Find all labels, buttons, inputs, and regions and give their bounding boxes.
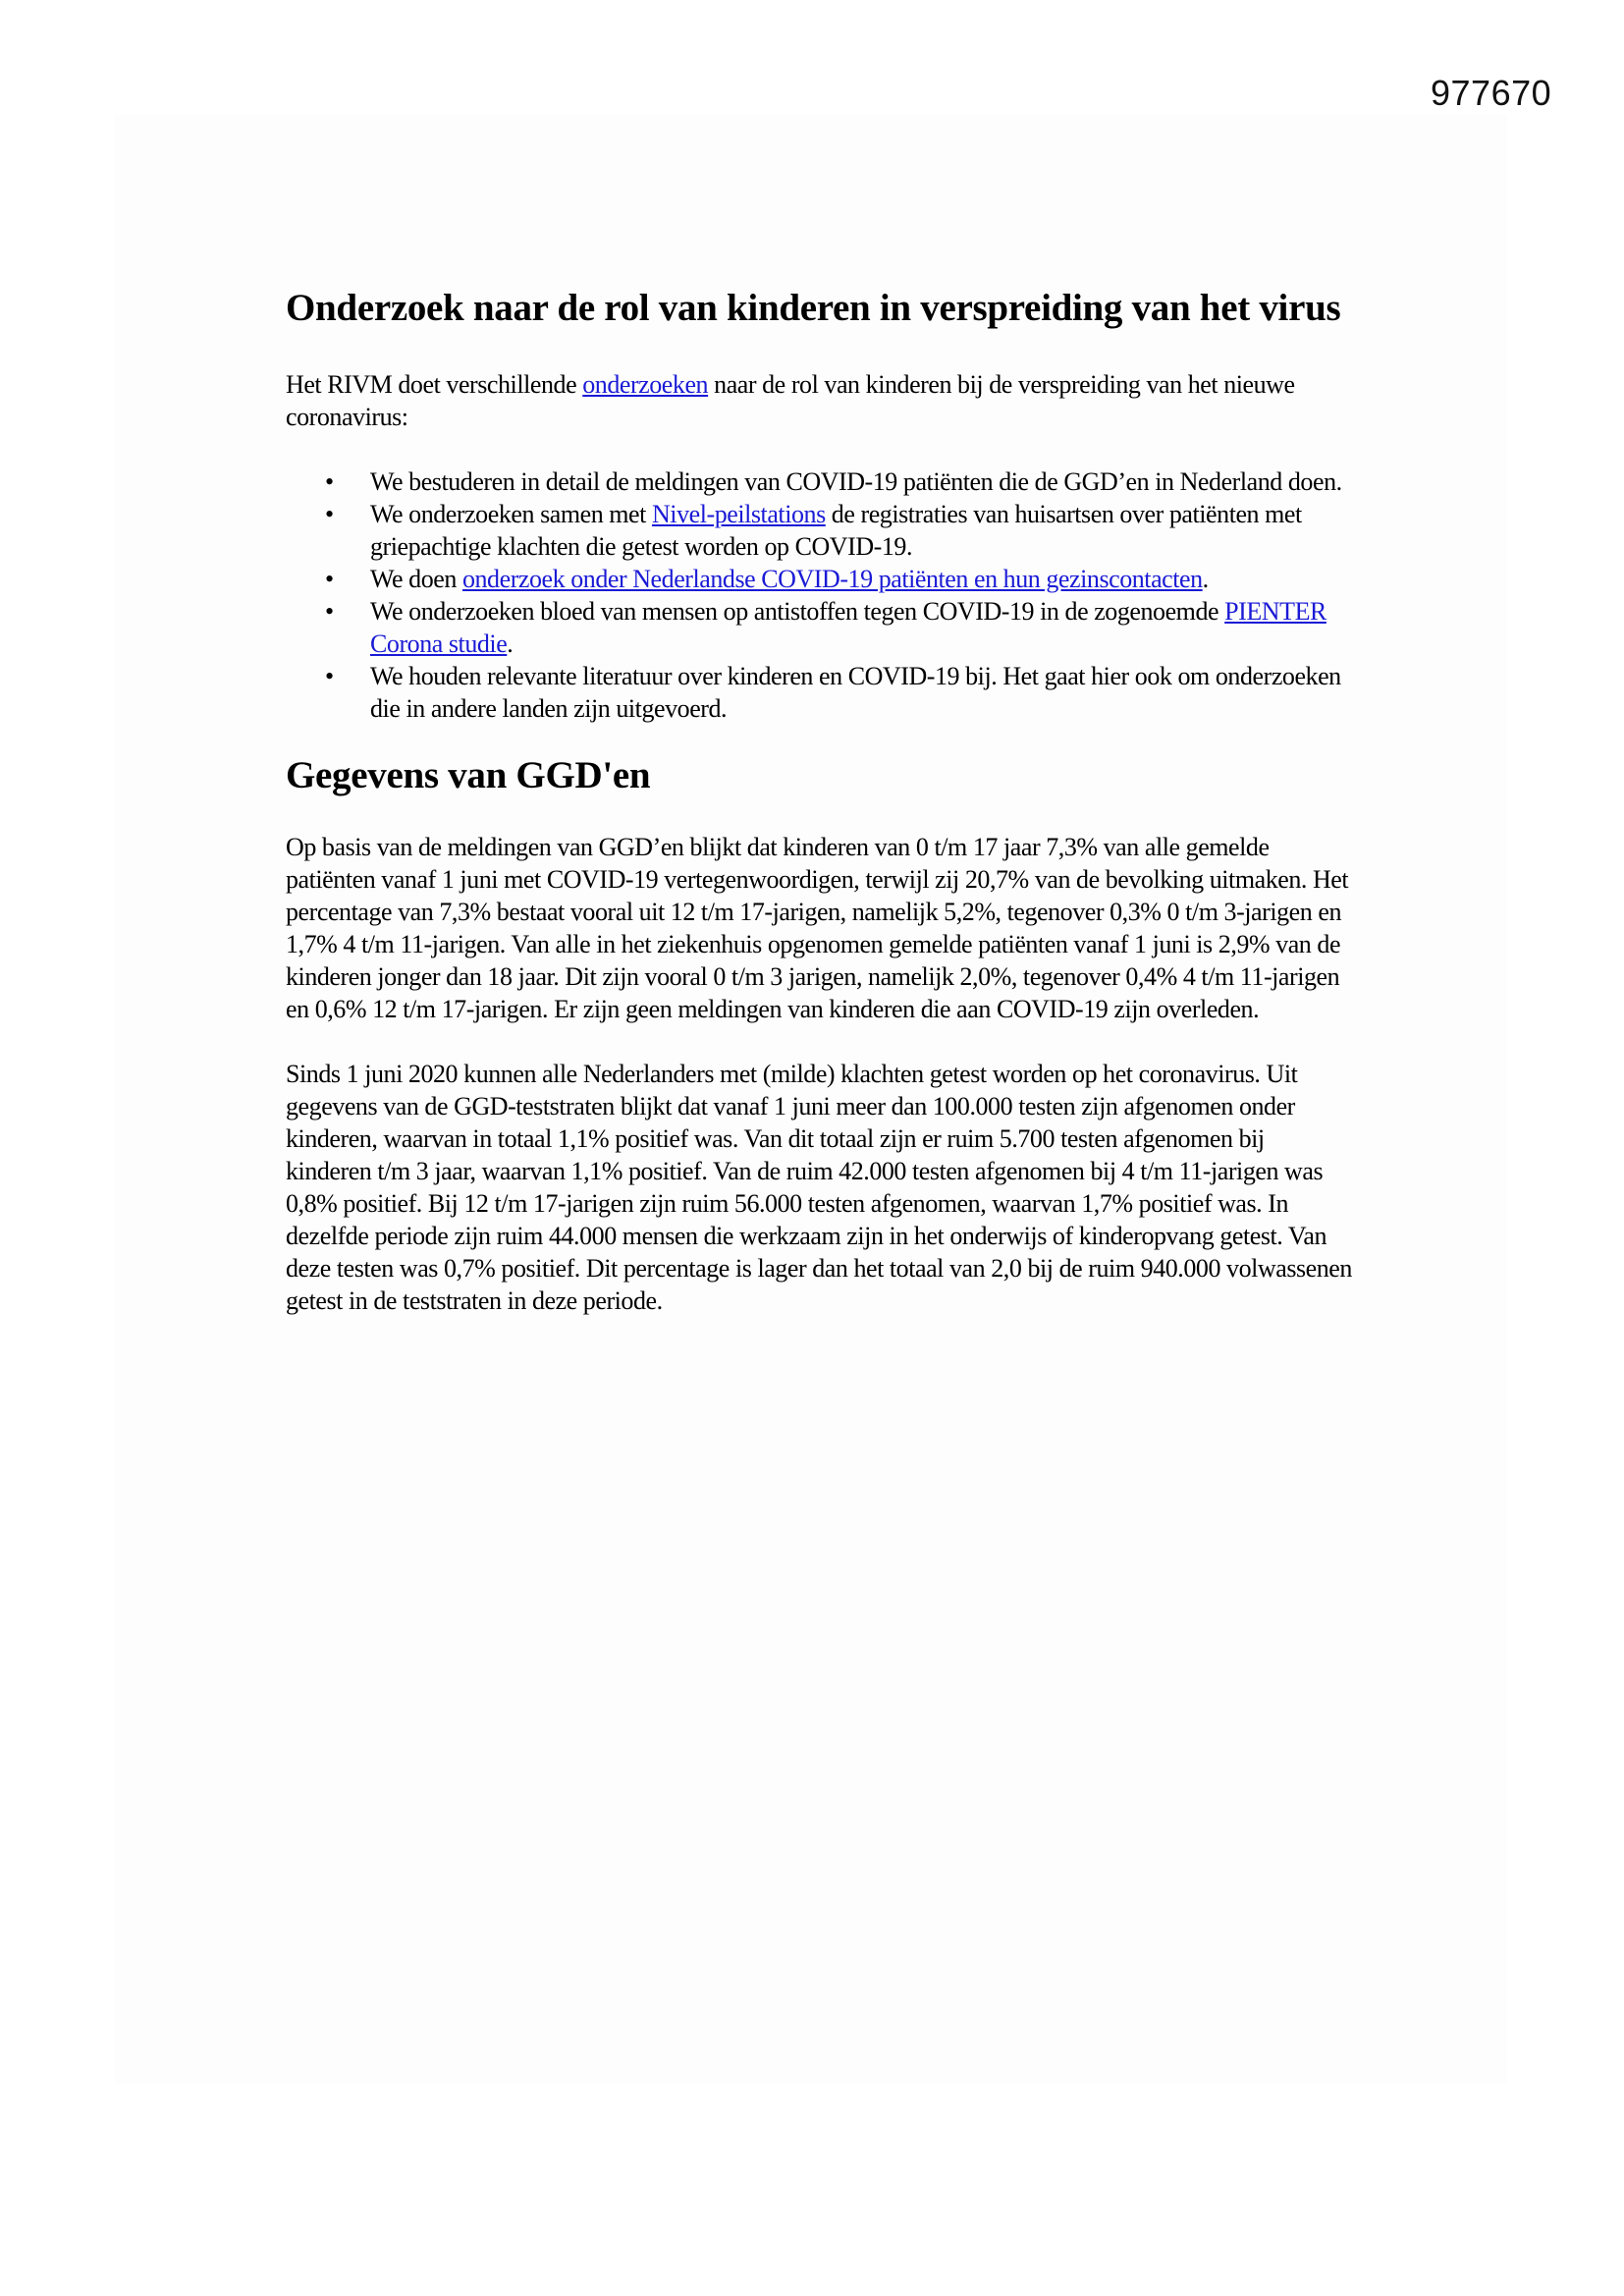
ggd-reports-paragraph: Op basis van de meldingen van GGD’en blijkt dat kinderen van 0 t/m 17 jaar 7,3% van alle gemelde patiënten vanaf 1 juni met COVID-19 vertegenwoordigen, terwijl zij 20,7% van de bevolking uitmaken. Het percentage van 7,3% bestaat vooral uit 12 t/m 17-jarigen, namelijk 5,2%, tegenover 0,3% 0 t/m 3-jarigen en 1,7% 4 t/m 11-jarigen. Van alle in het ziekenhuis opgenomen gemelde patiënten vanaf 1 juni is 2,9% van de kinderen jonger dan 18 jaar. Dit zijn vooral 0 t/m 3 jarigen, namelijk 2,0%, tegenover 0,4% 4 t/m 11-jarigen en 0,6% 12 t/m 17-jarigen. Er zijn geen meldingen van kinderen die aan COVID-19 zijn overleden. bbox=[286, 833, 1349, 1023]
document-content bbox=[286, 285, 1356, 1349]
list-item-text: We bestuderen in detail de meldingen van COVID-19 patiënten die de GGD’en in Nederland doen. bbox=[370, 467, 1342, 496]
link-onderzoeken[interactable]: onderzoeken bbox=[582, 370, 709, 399]
list-item-text: We doen bbox=[370, 565, 462, 593]
section-title-children-research: Onderzoek naar de rol van kinderen in verspreiding van het virus bbox=[286, 287, 1341, 329]
section-title-ggd-data: Gegevens van GGD'en bbox=[286, 754, 651, 796]
intro-text-after: naar de rol van kinderen bij de verspreiding van het nieuwe coronavirus: bbox=[286, 370, 1295, 431]
list-item bbox=[325, 660, 1356, 725]
list-item bbox=[325, 498, 1356, 563]
list-item-text: We houden relevante literatuur over kinderen en COVID-19 bij. Het gaat hier ook om onderzoeken die in andere landen zijn uitgevoerd. bbox=[370, 662, 1341, 723]
list-item-text: We onderzoeken bloed van mensen op antistoffen tegen COVID-19 in de zogenoemde bbox=[370, 597, 1225, 626]
list-item bbox=[325, 465, 1356, 498]
bullet-icon: • bbox=[325, 467, 334, 496]
research-bullet-list bbox=[286, 465, 1356, 725]
intro-paragraph bbox=[286, 368, 1356, 433]
document-id-number: 977670 bbox=[1431, 73, 1552, 113]
bullet-icon: • bbox=[325, 500, 334, 528]
list-item-text: . bbox=[507, 629, 514, 658]
bullet-icon: • bbox=[325, 597, 334, 626]
list-item bbox=[325, 595, 1356, 660]
list-item-text: We onderzoeken samen met bbox=[370, 500, 652, 528]
link-pienter-corona-studie[interactable]: PIENTER Corona studie bbox=[370, 597, 1326, 658]
link-onderzoek-gezinscontacten[interactable]: onderzoek onder Nederlandse COVID-19 patiënten en hun gezinscontacten bbox=[461, 565, 1203, 593]
ggd-testing-paragraph: Sinds 1 juni 2020 kunnen alle Nederlanders met (milde) klachten getest worden op het coronavirus. Uit gegevens van de GGD-teststraten blijkt dat vanaf 1 juni meer dan 100.000 testen zijn afgenomen onder kinderen, waarvan in totaal 1,1% positief was. Van dit totaal zijn er ruim 5.700 testen afgenomen bij kinderen t/m 3 jaar, waarvan 1,1% positief. Van de ruim 42.000 testen afgenomen bij 4 t/m 11-jarigen was 0,8% positief. Bij 12 t/m 17-jarigen zijn ruim 56.000 testen afgenomen, waarvan 1,7% positief was. In dezelfde periode zijn ruim 44.000 mensen die werkzaam zijn in het onderwijs of kinderopvang getest. Van deze testen was 0,7% positief. Dit percentage is lager dan het totaal van 2,0 bij de ruim 940.000 volwassenen getest in de teststraten in deze periode. bbox=[286, 1060, 1352, 1315]
list-item bbox=[325, 563, 1356, 595]
list-item-text: . bbox=[1202, 565, 1209, 593]
link-nivel-peilstations[interactable]: Nivel-peilstations bbox=[651, 500, 826, 528]
list-item-text: de registraties van huisartsen over patiënten met griepachtige klachten die getest worden op COVID-19. bbox=[370, 500, 1302, 561]
intro-text-before: Het RIVM doet verschillende bbox=[286, 370, 583, 399]
bullet-icon: • bbox=[325, 565, 334, 593]
bullet-icon: • bbox=[325, 662, 334, 690]
